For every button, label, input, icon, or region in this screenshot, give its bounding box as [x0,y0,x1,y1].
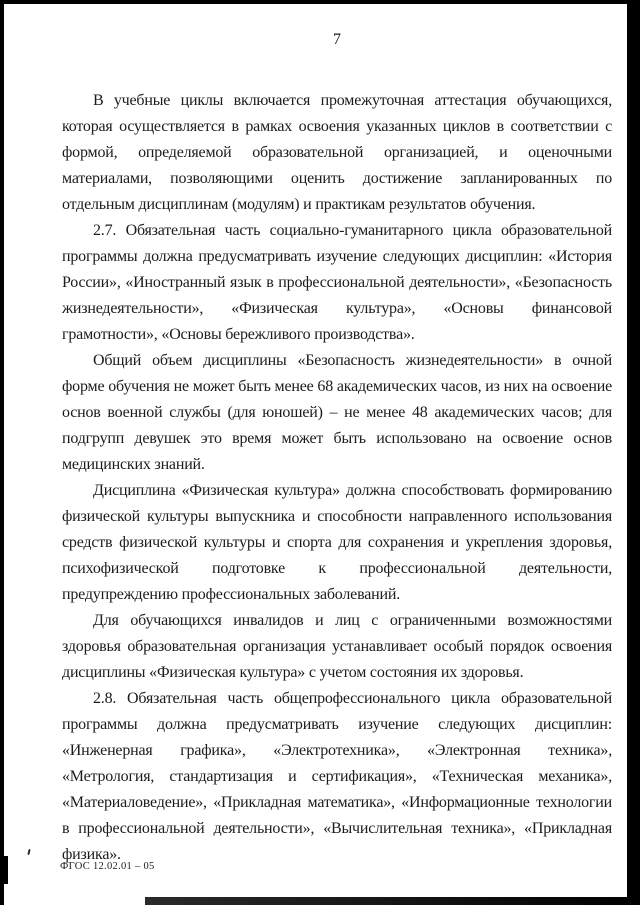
scan-edge-bottom [145,897,640,905]
paragraph: Дисциплина «Физическая культура» должна способствовать формированию физической культуры выпускника и способности направленного использования средств физической культуры и спорта для сохранения и укрепления здоровья, психофизической подготовке к профессиональной деятельности, предупреждению профессиональных заболеваний. [62,482,612,603]
page-number: 7 [333,31,341,48]
paragraph: 2.8. Обязательная часть общепрофессионального цикла образовательной программы должна предусматривать изучение следующих дисциплин: «Инженерная графика», «Электротехника», «Электронная техника», «Метрология, стандартизация и сертификация», «Техническая механика», «Материаловедение», «Прикладная математика», «Информационные технологии в профессиональной деятельности», «Вычислительная техника», «Прикладная физика». [62,690,612,863]
paragraph: Общий объем дисциплины «Безопасность жизнедеятельности» в очной форме обучения не может быть менее 68 академических часов, из них на освоение основ военной службы (для юношей) – не менее 48 академических часов; для подгрупп девушек это время может быть использовано на освоение основ медицинских знаний. [62,352,612,473]
ink-speck [27,849,30,855]
paragraph: 2.7. Обязательная часть социально-гуманитарного цикла образовательной программы должна предусматривать изучение следующих дисциплин: «История России», «Иностранный язык в профессиональной деятельности», «Безопасность жизнедеятельности», «Физическая культура», «Основы финансовой грамотности», «Основы бережливого производства». [62,222,612,343]
paragraph: Для обучающихся инвалидов и лиц с ограниченными возможностями здоровья образовательная организация устанавливает особый порядок освоения дисциплины «Физическая культура» с учетом состояния их здоровья. [62,612,612,681]
scan-edge-left [0,0,4,905]
scan-edge-left-notch [0,856,8,884]
scan-edge-top [0,0,640,4]
paragraph: В учебные циклы включается промежуточная аттестация обучающихся, которая осуществляется в рамках освоения указанных циклов в соответствии с формой, определяемой образовательной организацией, и оценочными материалами, позволяющими оценить достижение запланированных по отдельным дисциплинам (модулям) и практикам результатов обучения. [62,92,612,213]
scan-edge-right [627,0,640,905]
document-code-footer: ФГОС 12.02.01 – 05 [60,861,155,872]
document-body [62,88,612,868]
